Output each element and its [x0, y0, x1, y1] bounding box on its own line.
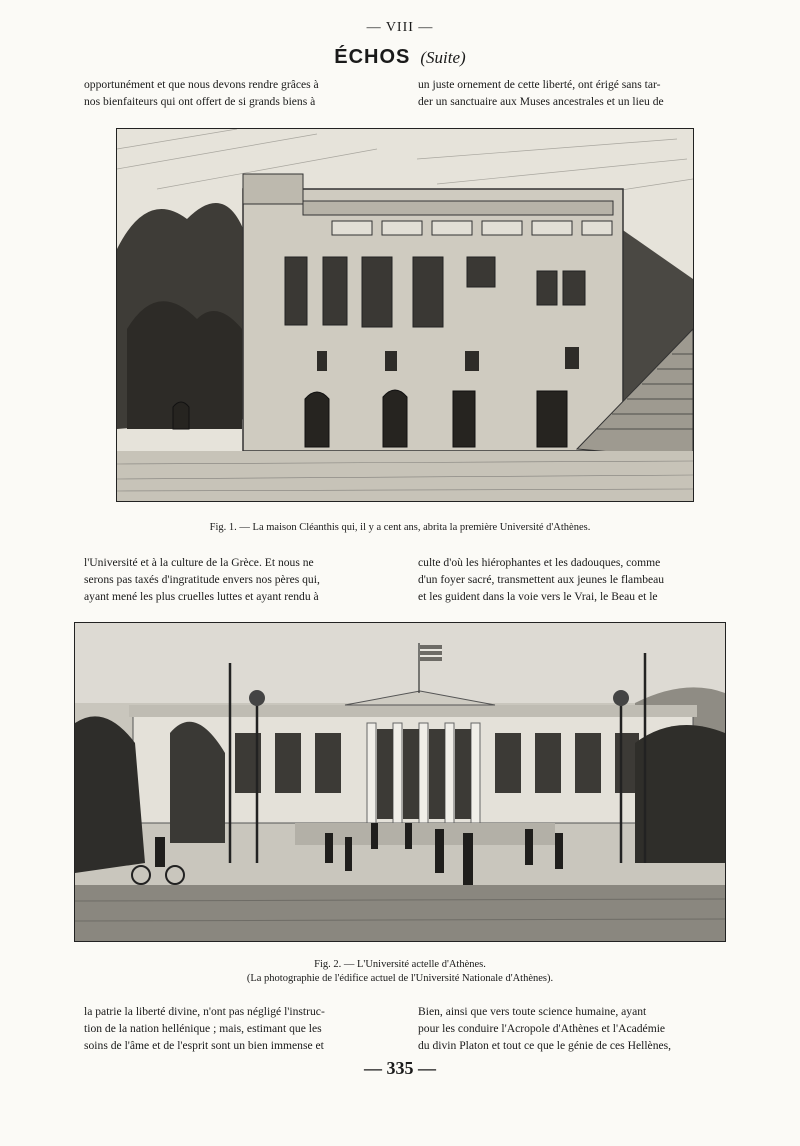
text-line: culte d'où les hiérophantes et les dadouques, comme — [418, 556, 661, 569]
text-line: der un sanctuaire aux Muses ancestrales et un lieu de — [418, 95, 664, 108]
bottom-left-column — [84, 1003, 390, 1054]
figure-1-cleanthis-house-image — [116, 128, 694, 502]
text-line: pour les conduire l'Acropole d'Athènes et l'Académie — [418, 1022, 666, 1035]
text-line: et les guident dans la voie vers le Vrai, le Beau et le — [418, 590, 658, 603]
text-line: serons pas taxés d'ingratitude envers nos pères qui, — [84, 573, 320, 586]
text-line: la patrie la liberté divine, n'ont pas négligé l'instruc- — [84, 1005, 325, 1018]
figure-2-university-photo — [74, 622, 726, 942]
roman-page-number: — VIII — — [366, 20, 434, 35]
top-right-column — [418, 76, 724, 110]
text-line: un juste ornement de cette liberté, ont érigé sans tar- — [418, 78, 661, 91]
section-title — [0, 46, 800, 69]
text-line: d'un foyer sacré, transmettent aux jeunes le flambeau — [418, 573, 665, 586]
figure-2-caption — [0, 958, 800, 986]
section-title-suite: (Suite) — [420, 48, 466, 67]
bottom-right-column — [418, 1003, 724, 1054]
figure-1-caption: Fig. 1. — La maison Cléanthis qui, il y a cent ans, abrita la première Université d'Athènes. — [209, 522, 591, 533]
top-left-column — [84, 76, 390, 110]
text-line: opportunément et que nous devons rendre grâces à — [84, 78, 319, 91]
page-number: — 335 — — [364, 1058, 436, 1078]
text-line: tion de la nation hellénique ; mais, estimant que les — [84, 1022, 322, 1035]
text-line: nos bienfaiteurs qui ont offert de si grands biens à — [84, 95, 316, 108]
text-line: Bien, ainsi que vers toute science humaine, ayant — [418, 1005, 647, 1018]
section-title-main: ÉCHOS — [334, 46, 411, 68]
text-line: soins de l'âme et de l'esprit sont un bien immense et — [84, 1039, 324, 1052]
figure-2-caption-line-1: Fig. 2. — L'Université actelle d'Athènes. — [314, 959, 486, 970]
text-line: ayant mené les plus cruelles luttes et ayant rendu à — [84, 590, 319, 603]
text-line: l'Université et à la culture de la Grèce. Et nous ne — [84, 556, 314, 569]
text-line: du divin Platon et tout ce que le génie de ces Hellènes, — [418, 1039, 672, 1052]
figure-2-caption-line-2: (La photographie de l'édifice actuel de l'Université Nationale d'Athènes). — [246, 973, 554, 984]
middle-right-column — [418, 554, 724, 605]
middle-left-column — [84, 554, 390, 605]
